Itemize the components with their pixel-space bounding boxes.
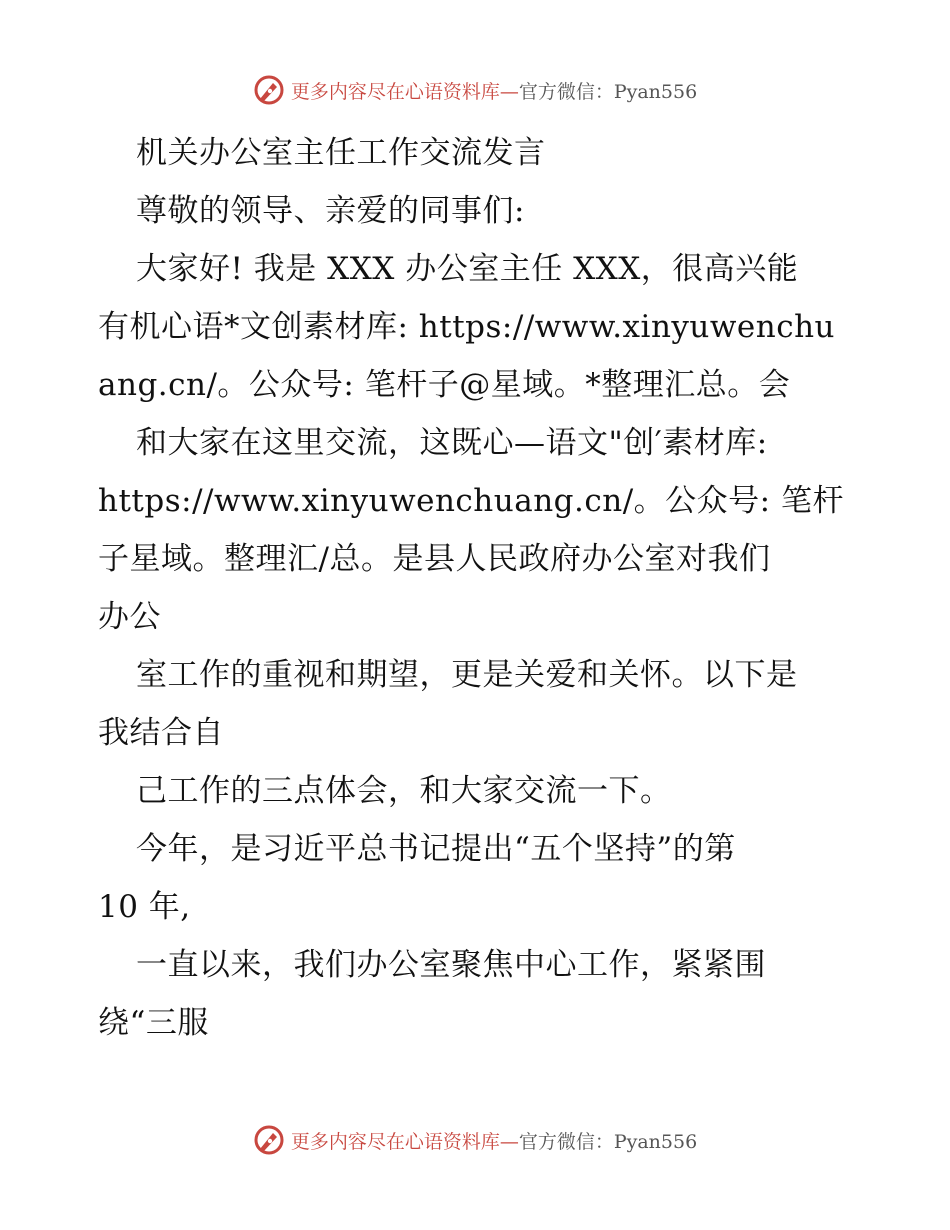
document-body: [98, 124, 858, 1052]
text-line: 10 年,: [98, 889, 191, 925]
text-line: 办公: [98, 599, 161, 635]
text-line: 我结合自: [98, 715, 224, 751]
watermark-inner: [253, 1124, 697, 1156]
footer-watermark: [0, 1120, 950, 1160]
pen-circle-logo-icon: [253, 74, 285, 106]
text-line: 大家好! 我是 XXX 办公室主任 XXX，很高兴能: [136, 251, 799, 287]
text-line: 子星域。整理汇/总。是县人民政府办公室对我们: [98, 541, 771, 577]
pen-circle-logo-icon: [253, 1124, 285, 1156]
watermark-text: 更多内容尽在心语资料库—官方微信：Pyan556: [290, 80, 698, 103]
text-line: 有机心语*文创素材库: https://www.xinyuwenchu: [98, 309, 836, 345]
text-line: 绕“三服: [98, 1005, 209, 1041]
header-watermark: [0, 70, 950, 110]
text-line: 己工作的三点体会，和大家交流一下。: [136, 773, 672, 809]
watermark-inner: [253, 74, 697, 106]
text-line: 今年，是习近平总书记提出“五个坚持”的第: [136, 831, 736, 867]
text-line: 机关办公室主任工作交流发言: [136, 135, 546, 171]
text-line: 室工作的重视和期望，更是关爱和关怀。以下是: [136, 657, 798, 693]
text-line: 和大家在这里交流，这既心—语文"创′素材库:: [136, 425, 768, 461]
watermark-text: 更多内容尽在心语资料库—官方微信：Pyan556: [290, 1130, 698, 1153]
text-line: ang.cn/。公众号: 笔杆子@星域。*整理汇总。会: [98, 367, 791, 403]
text-line: 尊敬的领导、亲爱的同事们:: [136, 193, 525, 229]
text-line: https://www.xinyuwenchuang.cn/。公众号: 笔杆: [98, 483, 844, 519]
text-line: 一直以来，我们办公室聚焦中心工作，紧紧围: [136, 947, 766, 983]
